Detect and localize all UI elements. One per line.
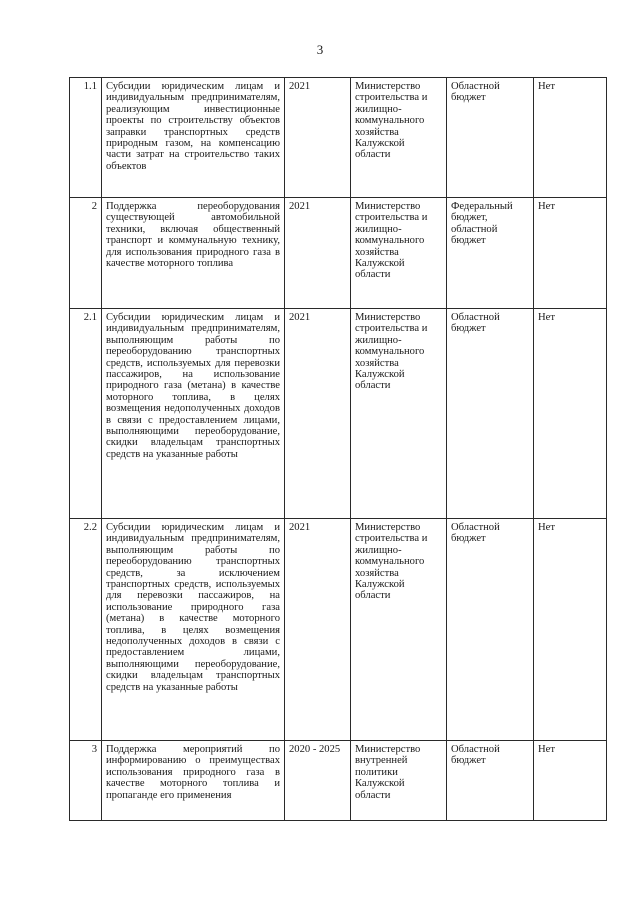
responsible-executor: Министерство строительства и жилищно-коммунального хозяйства Калужской области bbox=[351, 78, 447, 198]
measure-description: Поддержка мероприятий по информированию о преимуществах использования природного газа в качестве моторного топлива и пропаганде его применения bbox=[102, 741, 285, 821]
responsible-executor: Министерство внутренней политики Калужской области bbox=[351, 741, 447, 821]
responsible-executor: Министерство строительства и жилищно-коммунального хозяйства Калужской области bbox=[351, 198, 447, 309]
row-number: 3 bbox=[70, 741, 102, 821]
table-row bbox=[70, 741, 607, 821]
row-number: 2.2 bbox=[70, 519, 102, 741]
implementation-period: 2021 bbox=[285, 198, 351, 309]
responsible-executor: Министерство строительства и жилищно-коммунального хозяйства Калужской области bbox=[351, 519, 447, 741]
implementation-period: 2021 bbox=[285, 519, 351, 741]
measure-description: Субсидии юридическим лицам и индивидуальным предпринимателям, реализующим инвестиционные проекты по строительству объектов заправки транспортных средств природным газом, на компенсацию части затрат на строительство таких объектов bbox=[102, 78, 285, 198]
table-row bbox=[70, 78, 607, 198]
row-number: 1.1 bbox=[70, 78, 102, 198]
flag-value: Нет bbox=[534, 78, 607, 198]
funding-source: Областной бюджет bbox=[447, 78, 534, 198]
table-row bbox=[70, 309, 607, 519]
flag-value: Нет bbox=[534, 309, 607, 519]
implementation-period: 2021 bbox=[285, 78, 351, 198]
measure-description: Субсидии юридическим лицам и индивидуальным предпринимателям, выполняющим работы по переоборудованию транспортных средств, за исключением транспортных средств, используемых для перевозки пассажиров, на использование природного газа (метана) в качестве моторного топлива, в целях возмещения недополученных доходов в связи с предоставлением лицами, выполняющими переоборудование, скидки владельцам транспортных средств на указанные работы bbox=[102, 519, 285, 741]
flag-value: Нет bbox=[534, 519, 607, 741]
measure-description: Поддержка переоборудования существующей автомобильной техники, включая общественный транспорт и коммунальную технику, для использования природного газа в качестве моторного топлива bbox=[102, 198, 285, 309]
implementation-period: 2021 bbox=[285, 309, 351, 519]
funding-source: Областной бюджет bbox=[447, 309, 534, 519]
funding-source: Областной бюджет bbox=[447, 741, 534, 821]
measure-description: Субсидии юридическим лицам и индивидуальным предпринимателям, выполняющим работы по переоборудованию транспортных средств, используемых для перевозки пассажиров, на использование природного газа (метана) в качестве моторного топлива, в целях возмещения недополученных доходов в связи с предоставлением лицами, выполняющими переоборудование, скидки владельцам транспортных средств на указанные работы bbox=[102, 309, 285, 519]
row-number: 2 bbox=[70, 198, 102, 309]
implementation-period: 2020 - 2025 bbox=[285, 741, 351, 821]
funding-source: Областной бюджет bbox=[447, 519, 534, 741]
responsible-executor: Министерство строительства и жилищно-коммунального хозяйства Калужской области bbox=[351, 309, 447, 519]
flag-value: Нет bbox=[534, 198, 607, 309]
measures-table bbox=[69, 77, 607, 821]
table-row bbox=[70, 198, 607, 309]
funding-source: Федеральный бюджет, областной бюджет bbox=[447, 198, 534, 309]
flag-value: Нет bbox=[534, 741, 607, 821]
row-number: 2.1 bbox=[70, 309, 102, 519]
table-row bbox=[70, 519, 607, 741]
page-number: 3 bbox=[316, 42, 324, 57]
